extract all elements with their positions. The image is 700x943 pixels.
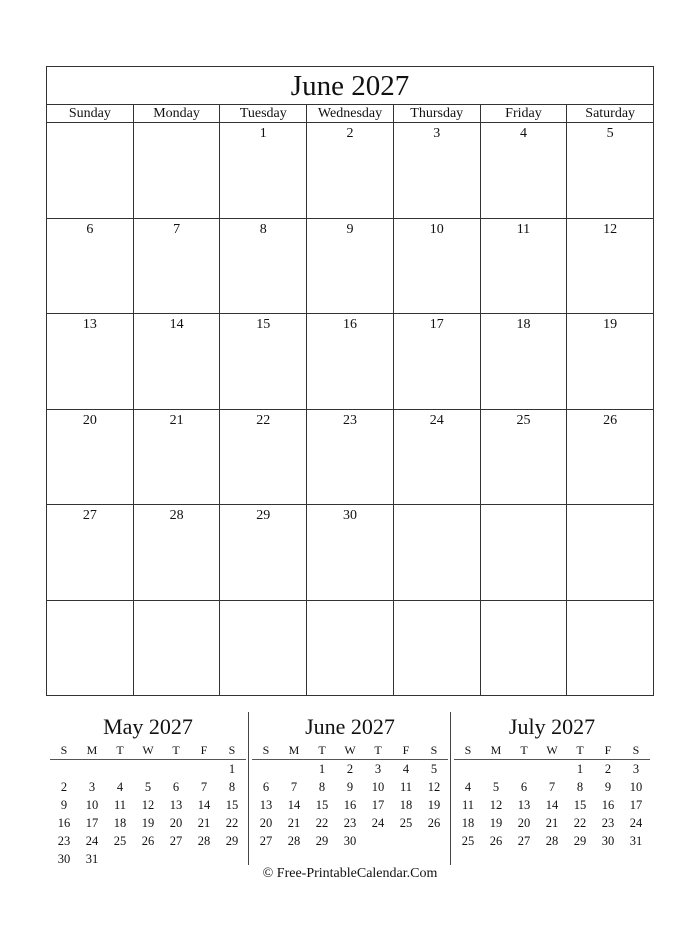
mini-day: 20 — [169, 816, 183, 830]
divider — [450, 712, 451, 865]
mini-day: 13 — [517, 798, 531, 812]
mini-day: 11 — [399, 780, 413, 794]
mini-weekday-label: M — [490, 743, 502, 757]
mini-weekday-label: F — [200, 743, 208, 757]
mini-day: 29 — [315, 834, 329, 848]
mini-day: 21 — [545, 816, 559, 830]
mini-day: 24 — [371, 816, 385, 830]
weekday-label: Sunday — [47, 105, 134, 122]
mini-day: 17 — [85, 816, 99, 830]
mini-day: 12 — [141, 798, 155, 812]
mini-day: 18 — [399, 798, 413, 812]
day-cell: 25 — [481, 410, 568, 505]
day-cell: 24 — [394, 410, 481, 505]
mini-day: 9 — [346, 780, 354, 794]
mini-day: 27 — [169, 834, 183, 848]
mini-day: 26 — [489, 834, 503, 848]
mini-day: 4 — [116, 780, 124, 794]
day-cell: 17 — [394, 314, 481, 409]
mini-calendars — [46, 712, 654, 867]
mini-weekday-label: T — [576, 743, 584, 757]
day-cell — [220, 601, 307, 696]
mini-day — [510, 760, 538, 778]
mini-day — [50, 760, 78, 778]
mini-day — [420, 832, 448, 850]
mini-calendar-may — [50, 712, 246, 868]
day-cell: 2 — [307, 123, 394, 218]
mini-day: 31 — [629, 834, 643, 848]
day-cell — [394, 601, 481, 696]
mini-day: 18 — [113, 816, 127, 830]
week-row — [47, 601, 653, 696]
mini-day: 22 — [315, 816, 329, 830]
footer-credit: © Free-PrintableCalendar.Com — [262, 866, 438, 881]
day-cell — [481, 601, 568, 696]
mini-day: 13 — [259, 798, 273, 812]
main-calendar — [46, 66, 654, 696]
mini-calendar-title: June 2027 — [305, 714, 395, 739]
mini-day: 23 — [601, 816, 615, 830]
day-cell — [47, 601, 134, 696]
day-cell: 28 — [134, 505, 221, 600]
mini-day — [252, 760, 280, 778]
mini-day — [190, 760, 218, 778]
mini-calendar-title: May 2027 — [103, 714, 193, 739]
day-cell — [567, 601, 653, 696]
mini-day: 9 — [60, 798, 68, 812]
mini-day: 9 — [604, 780, 612, 794]
mini-weekday-label: F — [604, 743, 612, 757]
mini-day: 28 — [287, 834, 301, 848]
mini-day: 13 — [169, 798, 183, 812]
mini-day: 16 — [57, 816, 71, 830]
mini-weekday-label: S — [632, 743, 640, 757]
mini-day: 10 — [371, 780, 385, 794]
weekday-header — [47, 105, 653, 123]
mini-day: 4 — [464, 780, 472, 794]
mini-calendar-title: July 2027 — [508, 714, 596, 739]
mini-day: 17 — [371, 798, 385, 812]
day-cell: 14 — [134, 314, 221, 409]
mini-day: 21 — [197, 816, 211, 830]
mini-day: 7 — [548, 780, 556, 794]
day-cell: 9 — [307, 219, 394, 314]
day-cell — [567, 505, 653, 600]
mini-weekday-label: S — [464, 743, 472, 757]
weekday-label: Saturday — [585, 106, 636, 121]
day-cell: 20 — [47, 410, 134, 505]
mini-day: 2 — [604, 762, 612, 776]
mini-day: 10 — [85, 798, 99, 812]
mini-day: 31 — [85, 852, 99, 866]
weekday-label: Monday — [134, 105, 221, 122]
mini-day: 24 — [85, 834, 99, 848]
mini-day: 7 — [290, 780, 298, 794]
day-cell: 18 — [481, 314, 568, 409]
mini-weekday-label: T — [520, 743, 528, 757]
mini-day: 25 — [113, 834, 127, 848]
mini-day — [538, 760, 566, 778]
mini-day: 27 — [259, 834, 273, 848]
day-cell: 30 — [307, 505, 394, 600]
mini-day: 5 — [492, 780, 500, 794]
mini-weekday-label: T — [116, 743, 124, 757]
mini-day: 4 — [402, 762, 410, 776]
mini-weekday-label: T — [374, 743, 382, 757]
mini-day — [280, 760, 308, 778]
week-row — [47, 219, 653, 315]
mini-day: 20 — [517, 816, 531, 830]
week-row — [47, 314, 653, 410]
mini-weekday-label: S — [262, 743, 270, 757]
mini-day: 8 — [318, 780, 326, 794]
mini-day: 14 — [545, 798, 559, 812]
mini-weekday-label: S — [60, 743, 68, 757]
mini-day: 1 — [576, 762, 584, 776]
mini-weekday-label: M — [86, 743, 98, 757]
weekday-label: Thursday — [394, 105, 481, 122]
mini-day: 15 — [225, 798, 239, 812]
mini-calendar-july — [454, 712, 650, 850]
week-row — [47, 505, 653, 601]
mini-day: 5 — [430, 762, 438, 776]
day-cell: 27 — [47, 505, 134, 600]
day-cell: 1 — [220, 123, 307, 218]
mini-day: 10 — [629, 780, 643, 794]
mini-day: 8 — [576, 780, 584, 794]
day-cell: 29 — [220, 505, 307, 600]
mini-day: 14 — [287, 798, 301, 812]
day-cell: 11 — [481, 219, 568, 314]
mini-weekday-label: T — [318, 743, 326, 757]
mini-day: 22 — [573, 816, 587, 830]
mini-weekday-label: F — [402, 743, 410, 757]
mini-weekday-header — [454, 742, 650, 760]
mini-day: 16 — [601, 798, 615, 812]
mini-day: 30 — [57, 852, 71, 866]
mini-day: 3 — [88, 780, 96, 794]
mini-day: 1 — [318, 762, 326, 776]
mini-day: 16 — [343, 798, 357, 812]
mini-day: 8 — [228, 780, 236, 794]
day-cell: 4 — [481, 123, 568, 218]
mini-weekday-label: S — [228, 743, 236, 757]
mini-weekday-header — [50, 742, 246, 760]
day-cell: 6 — [47, 219, 134, 314]
mini-day: 21 — [287, 816, 301, 830]
mini-day — [134, 760, 162, 778]
mini-calendar-june — [252, 712, 448, 850]
mini-day: 24 — [629, 816, 643, 830]
mini-day: 15 — [315, 798, 329, 812]
day-cell: 21 — [134, 410, 221, 505]
mini-day — [482, 760, 510, 778]
mini-weekday-label: W — [142, 743, 154, 757]
mini-day: 1 — [228, 762, 236, 776]
mini-day: 19 — [427, 798, 441, 812]
mini-day — [364, 832, 392, 850]
day-cell: 15 — [220, 314, 307, 409]
mini-day — [454, 760, 482, 778]
mini-day: 30 — [601, 834, 615, 848]
mini-day — [78, 760, 106, 778]
mini-day: 3 — [632, 762, 640, 776]
day-cell: 7 — [134, 219, 221, 314]
mini-day: 14 — [197, 798, 211, 812]
mini-day: 15 — [573, 798, 587, 812]
mini-day: 7 — [200, 780, 208, 794]
mini-day: 26 — [141, 834, 155, 848]
mini-day: 3 — [374, 762, 382, 776]
day-cell: 19 — [603, 317, 618, 332]
mini-weekday-header — [252, 742, 448, 760]
mini-day: 18 — [461, 816, 475, 830]
mini-day: 26 — [427, 816, 441, 830]
mini-day: 2 — [60, 780, 68, 794]
week-row — [47, 410, 653, 506]
day-cell — [134, 601, 221, 696]
mini-day: 6 — [172, 780, 180, 794]
divider — [248, 712, 249, 865]
mini-day: 29 — [573, 834, 587, 848]
day-cell — [47, 123, 134, 218]
mini-day: 29 — [225, 834, 239, 848]
mini-day: 27 — [517, 834, 531, 848]
mini-day: 19 — [141, 816, 155, 830]
day-cell: 13 — [47, 314, 134, 409]
mini-day: 6 — [262, 780, 270, 794]
mini-day: 22 — [225, 816, 239, 830]
mini-day: 23 — [57, 834, 71, 848]
weekday-label: Wednesday — [307, 105, 394, 122]
mini-weekday-label: S — [430, 743, 438, 757]
day-cell: 3 — [394, 123, 481, 218]
day-cell — [481, 505, 568, 600]
day-cell: 23 — [307, 410, 394, 505]
mini-weekday-label: T — [172, 743, 180, 757]
calendar-grid — [47, 123, 653, 695]
mini-day: 20 — [259, 816, 273, 830]
mini-day: 19 — [489, 816, 503, 830]
day-cell — [134, 123, 221, 218]
mini-day — [392, 832, 420, 850]
day-cell: 12 — [603, 221, 618, 237]
day-cell: 8 — [220, 219, 307, 314]
day-cell: 26 — [603, 412, 618, 428]
weekday-label: Tuesday — [220, 105, 307, 122]
day-cell: 16 — [307, 314, 394, 409]
mini-calendar-grid — [252, 760, 448, 850]
mini-day: 25 — [399, 816, 413, 830]
mini-day — [162, 760, 190, 778]
mini-day: 17 — [629, 798, 643, 812]
mini-day: 30 — [343, 834, 357, 848]
day-cell — [307, 601, 394, 696]
mini-day: 25 — [461, 834, 475, 848]
day-cell: 10 — [394, 219, 481, 314]
mini-day: 28 — [197, 834, 211, 848]
mini-day: 5 — [144, 780, 152, 794]
week-row — [47, 123, 653, 219]
mini-day: 2 — [346, 762, 354, 776]
mini-weekday-label: W — [344, 743, 356, 757]
mini-day: 12 — [427, 780, 441, 794]
mini-day: 11 — [113, 798, 127, 812]
calendar-title: June 2027 — [47, 67, 653, 105]
mini-weekday-label: W — [546, 743, 558, 757]
mini-day — [106, 760, 134, 778]
mini-calendar-grid — [50, 760, 246, 868]
mini-day: 11 — [461, 798, 475, 812]
day-cell — [394, 505, 481, 600]
weekday-label: Friday — [481, 105, 568, 122]
mini-day: 28 — [545, 834, 559, 848]
day-cell: 5 — [606, 126, 614, 141]
mini-calendar-grid — [454, 760, 650, 850]
day-cell: 22 — [220, 410, 307, 505]
mini-day: 12 — [489, 798, 503, 812]
mini-weekday-label: M — [288, 743, 300, 757]
mini-day: 6 — [520, 780, 528, 794]
mini-day: 23 — [343, 816, 357, 830]
